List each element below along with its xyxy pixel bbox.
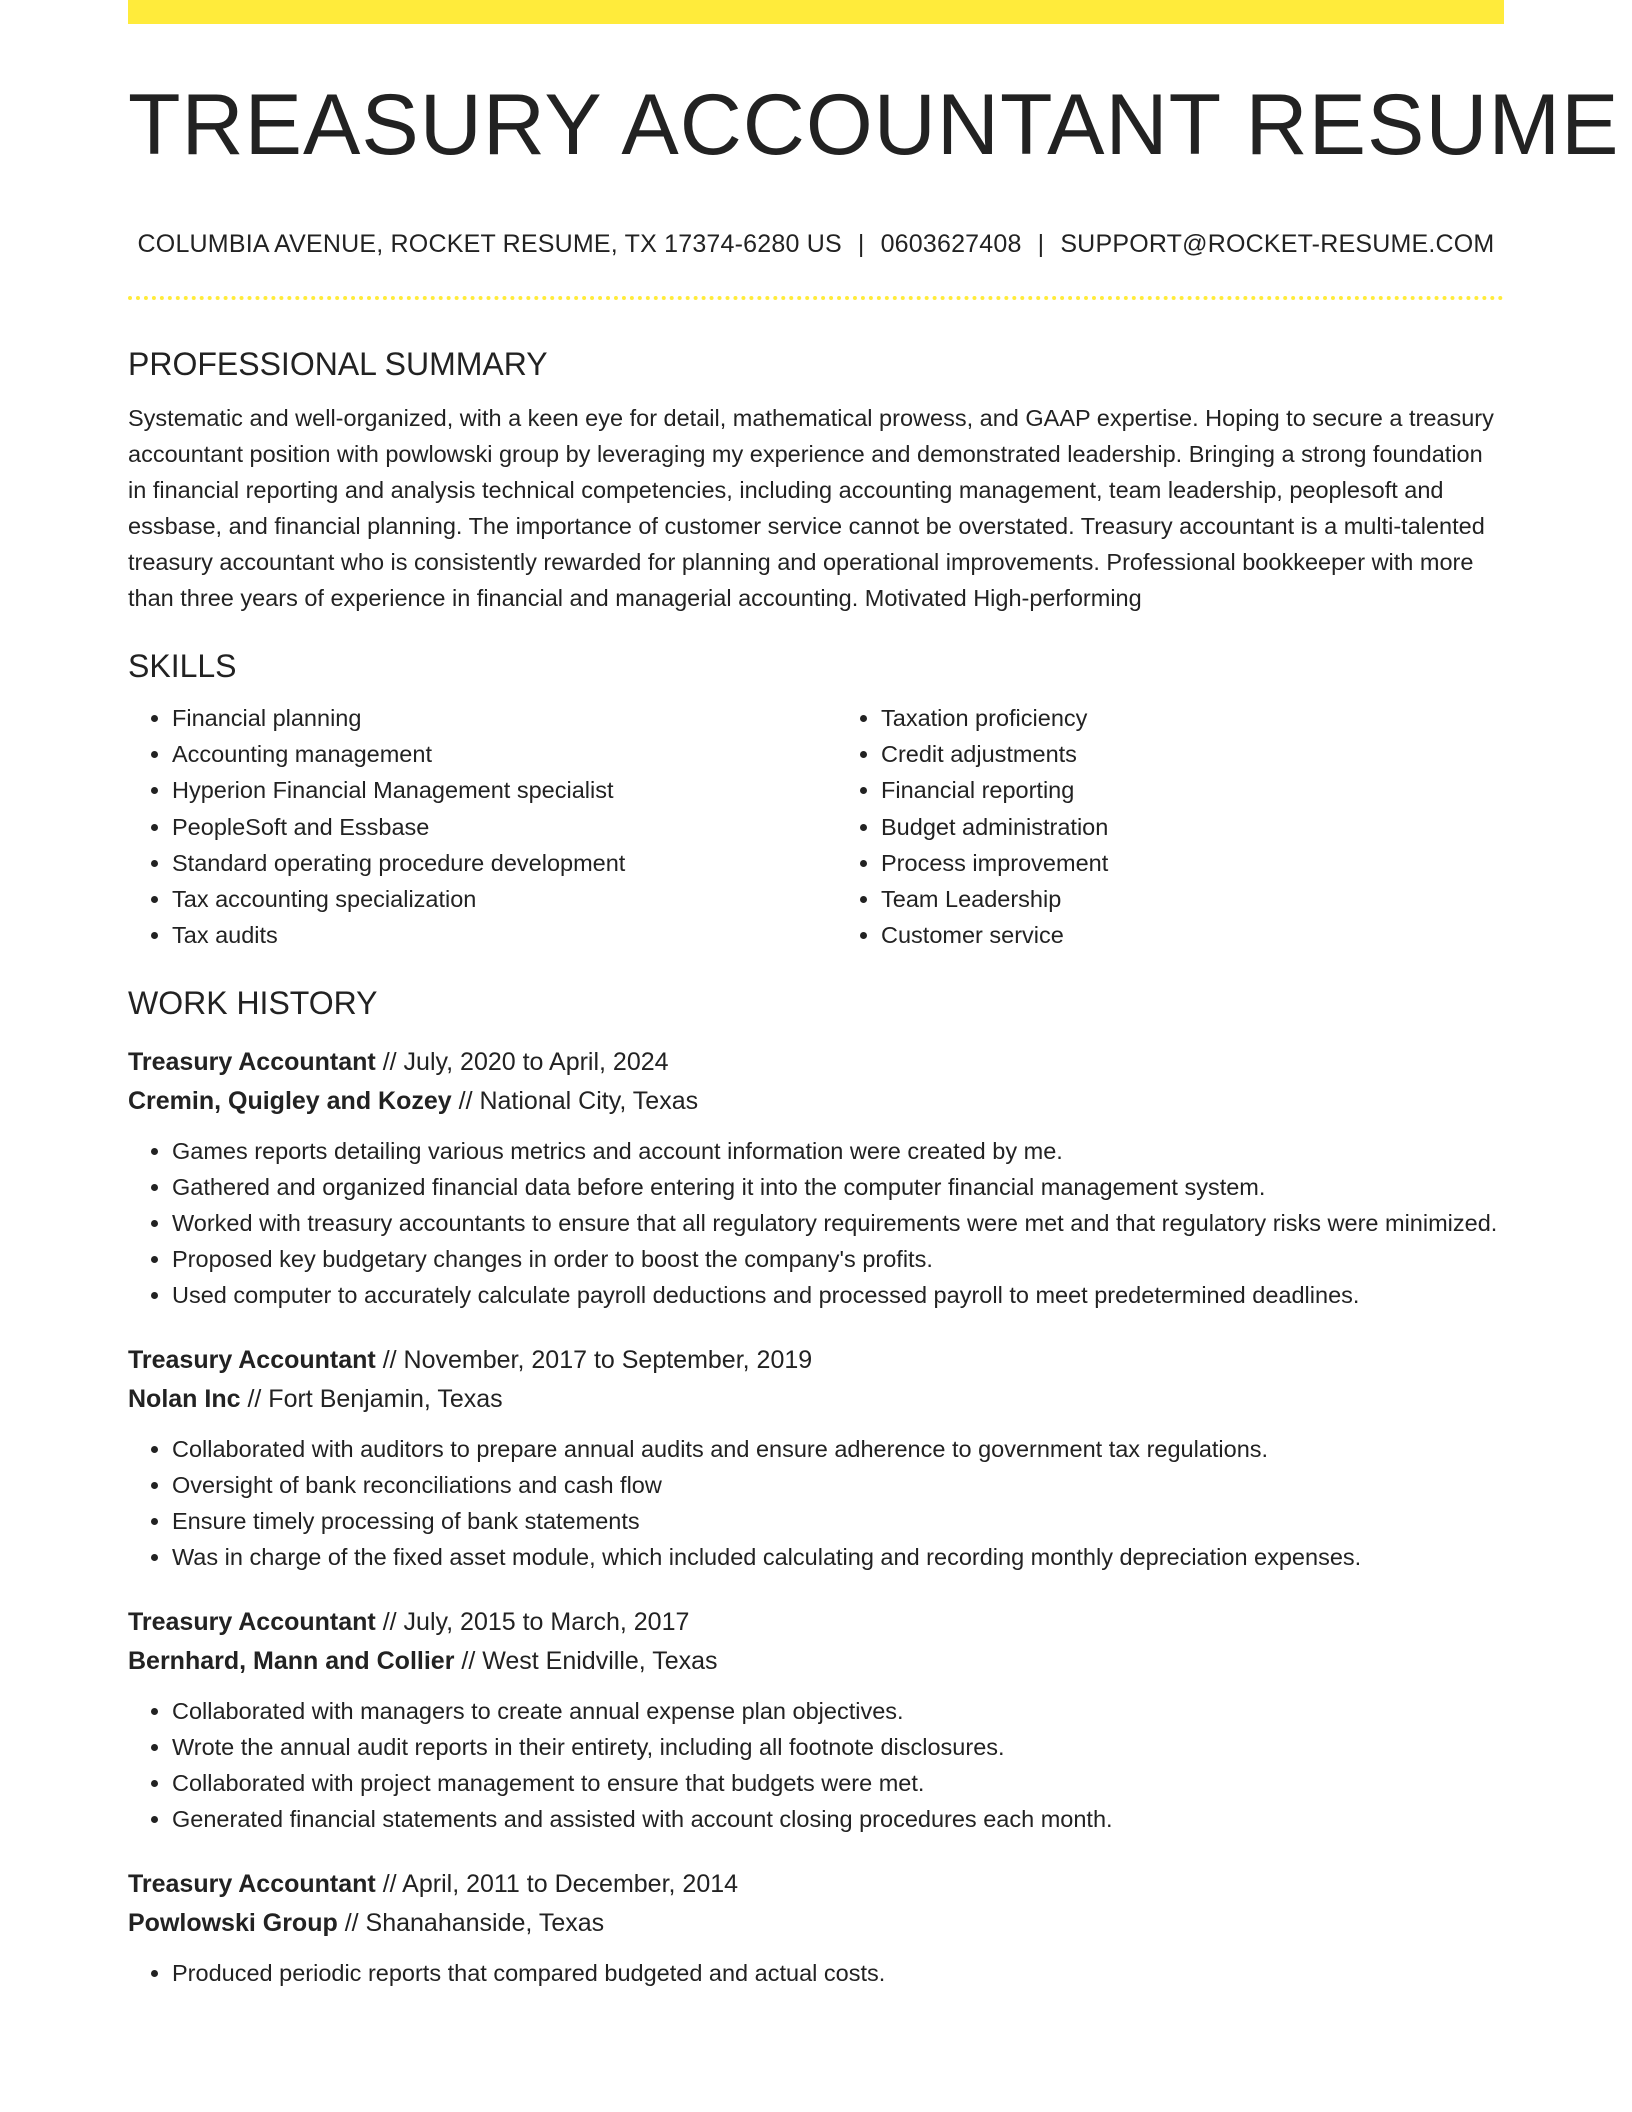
- accent-bar: [128, 0, 1504, 24]
- job-bullet: • Collaborated with managers to create annual expense plan objectives.: [172, 1693, 1504, 1729]
- job-company: Bernhard, Mann and Collier: [128, 1647, 455, 1676]
- skill-item: • Team Leadership: [881, 881, 1504, 917]
- job-title: Treasury Accountant: [128, 1048, 376, 1077]
- job-location: // Fort Benjamin, Texas: [247, 1385, 503, 1414]
- skill-item: • Financial planning: [172, 700, 795, 736]
- job-bullets: [128, 1431, 1504, 1575]
- work-history-section: [128, 987, 1504, 1991]
- job-bullet: • Collaborated with auditors to prepare annual audits and ensure adherence to government tax regulations.: [172, 1431, 1504, 1467]
- contact-email: SUPPORT@ROCKET-RESUME.COM: [1060, 230, 1495, 258]
- job-location: // National City, Texas: [458, 1087, 699, 1116]
- skills-left-list: [128, 700, 795, 953]
- job-dates: // November, 2017 to September, 2019: [382, 1346, 813, 1375]
- skills-section: [128, 650, 1504, 953]
- job-bullet: • Gathered and organized financial data before entering it into the computer financial management system.: [172, 1169, 1504, 1205]
- job-bullets: [128, 1133, 1504, 1313]
- job-location: // Shanahanside, Texas: [344, 1909, 605, 1938]
- skill-item: • PeopleSoft and Essbase: [172, 809, 795, 845]
- job-dates: // April, 2011 to December, 2014: [382, 1870, 739, 1899]
- skill-item: • Standard operating procedure development: [172, 845, 795, 881]
- job-title: Treasury Accountant: [128, 1870, 376, 1899]
- job-bullets: [128, 1955, 1504, 1991]
- job-title-line: [128, 1865, 1504, 1904]
- job-bullet: • Games reports detailing various metrics and account information were created by me.: [172, 1133, 1504, 1169]
- job-bullet: • Collaborated with project management to ensure that budgets were met.: [172, 1765, 1504, 1801]
- job-bullet: • Generated financial statements and assisted with account closing procedures each month.: [172, 1801, 1504, 1837]
- job-title-line: [128, 1043, 1504, 1082]
- job-title: Treasury Accountant: [128, 1346, 376, 1375]
- job-entry: [128, 1603, 1504, 1837]
- skill-item: • Financial reporting: [881, 772, 1504, 808]
- job-bullet: • Was in charge of the fixed asset module, which included calculating and recording monthly depreciation expenses.: [172, 1539, 1504, 1575]
- skills-heading: SKILLS: [128, 648, 237, 684]
- job-location: // West Enidville, Texas: [461, 1647, 718, 1676]
- contact-separator: |: [1037, 230, 1045, 258]
- summary-heading: PROFESSIONAL SUMMARY: [128, 346, 548, 382]
- contact-address: COLUMBIA AVENUE, ROCKET RESUME, TX 17374-6280 US: [137, 230, 842, 258]
- resume-title: TREASURY ACCOUNTANT RESUME: [128, 77, 1620, 173]
- job-dates: // July, 2015 to March, 2017: [382, 1608, 690, 1637]
- contact-line: [128, 230, 1504, 259]
- skill-item: • Tax audits: [172, 917, 795, 953]
- job-bullet: • Produced periodic reports that compared budgeted and actual costs.: [172, 1955, 1504, 1991]
- job-bullet: • Used computer to accurately calculate payroll deductions and processed payroll to meet predetermined deadlines.: [172, 1277, 1504, 1313]
- skill-item: • Process improvement: [881, 845, 1504, 881]
- job-entry: [128, 1341, 1504, 1575]
- dotted-divider: [128, 296, 1504, 300]
- resume-page: [128, 0, 1620, 1991]
- contact-separator: |: [857, 230, 865, 258]
- job-company-line: [128, 1380, 1504, 1419]
- skill-item: • Accounting management: [172, 736, 795, 772]
- work-history-heading: WORK HISTORY: [128, 985, 378, 1022]
- job-company-line: [128, 1904, 1504, 1943]
- job-entry: [128, 1865, 1504, 1991]
- job-bullet: • Worked with treasury accountants to ensure that all regulatory requirements were met and that regulatory risks were minimized.: [172, 1205, 1504, 1241]
- skill-item: • Credit adjustments: [881, 736, 1504, 772]
- job-company-line: [128, 1082, 1504, 1121]
- contact-phone: 0603627408: [880, 230, 1022, 258]
- job-bullet: • Oversight of bank reconciliations and cash flow: [172, 1467, 1504, 1503]
- job-company: Powlowski Group: [128, 1909, 338, 1938]
- job-title: Treasury Accountant: [128, 1608, 376, 1637]
- job-bullet: • Wrote the annual audit reports in their entirety, including all footnote disclosures.: [172, 1729, 1504, 1765]
- job-company: Nolan Inc: [128, 1385, 241, 1414]
- skill-item: • Customer service: [881, 917, 1504, 953]
- job-entry: [128, 1043, 1504, 1313]
- job-bullets: [128, 1693, 1504, 1837]
- skills-right-list: [837, 700, 1504, 953]
- job-bullet: • Proposed key budgetary changes in order to boost the company's profits.: [172, 1241, 1504, 1277]
- skill-item: • Hyperion Financial Management specialist: [172, 772, 795, 808]
- job-bullet: • Ensure timely processing of bank statements: [172, 1503, 1504, 1539]
- skill-item: • Budget administration: [881, 809, 1504, 845]
- job-company-line: [128, 1642, 1504, 1681]
- skills-columns: [128, 700, 1504, 953]
- job-title-line: [128, 1603, 1504, 1642]
- skill-item: • Tax accounting specialization: [172, 881, 795, 917]
- job-title-line: [128, 1341, 1504, 1380]
- skill-item: • Taxation proficiency: [881, 700, 1504, 736]
- job-dates: // July, 2020 to April, 2024: [382, 1048, 669, 1077]
- job-company: Cremin, Quigley and Kozey: [128, 1087, 452, 1116]
- summary-section: [128, 348, 1504, 616]
- summary-text: Systematic and well-organized, with a keen eye for detail, mathematical prowess, and GAAP expertise. Hoping to secure a treasury accountant position with powlowski group by leveraging my experience and demonstrated leadership. Bringing a strong foundation in financial reporting and analysis technical competencies, including accounting management, team leadership, peoplesoft and essbase, and financial planning. The importance of customer service cannot be overstated. Treasury accountant is a multi-talented treasury accountant who is consistently rewarded for planning and operational improvements. Professional bookkeeper with more than three years of experience in financial and managerial accounting. Motivated High-performing: [128, 405, 1494, 611]
